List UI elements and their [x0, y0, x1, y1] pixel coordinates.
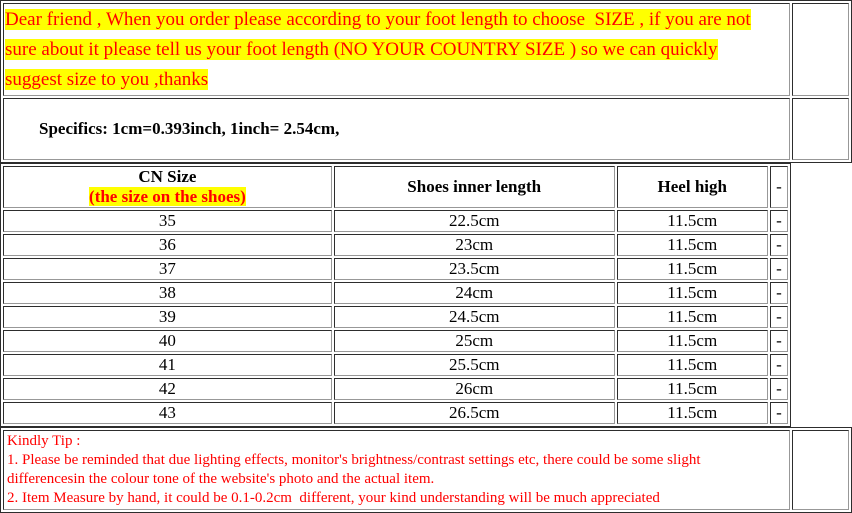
size-chart-row — [3, 402, 788, 424]
size-chart-cell-heel_high: 11.5cm — [617, 210, 768, 232]
size-chart-cell-cn_size: 37 — [3, 258, 332, 280]
kindly-tip-line-3: 2. Item Measure by hand, it could be 0.1-0.2cm different, your kind understanding will be much appreciated — [7, 490, 660, 506]
tip-row — [3, 430, 849, 510]
size-chart-cell-heel_high: 11.5cm — [617, 234, 768, 256]
empty-side-cell — [792, 430, 849, 510]
size-chart-cell-inner_length: 26cm — [334, 378, 615, 400]
kindly-tip-title: Kindly Tip : — [7, 433, 81, 449]
size-chart-cell-dash: - — [770, 306, 788, 328]
size-chart-row — [3, 210, 788, 232]
size-chart-cell-heel_high: 11.5cm — [617, 330, 768, 352]
size-chart-cell-heel_high: 11.5cm — [617, 402, 768, 424]
notice-line-1: Dear friend , When you order please according to your foot length to choose SIZE , if you are not — [5, 8, 751, 30]
size-chart-cell-dash: - — [770, 354, 788, 376]
cn-size-sublabel-wrap — [4, 187, 331, 207]
size-chart-body — [3, 210, 788, 424]
size-chart-header-inner-length: Shoes inner length — [334, 166, 615, 208]
specifics-cell — [3, 98, 790, 160]
size-chart-row — [3, 330, 788, 352]
size-chart-cell-cn_size: 40 — [3, 330, 332, 352]
notice-line-3: suggest size to you ,thanks — [5, 68, 209, 90]
notice-row — [3, 3, 849, 96]
size-chart-cell-dash: - — [770, 210, 788, 232]
size-chart-row — [3, 282, 788, 304]
size-chart-cell-inner_length: 25.5cm — [334, 354, 615, 376]
size-chart-cell-heel_high: 11.5cm — [617, 258, 768, 280]
size-chart-row — [3, 354, 788, 376]
cn-size-label: CN Size — [138, 167, 197, 186]
size-chart-cell-cn_size: 38 — [3, 282, 332, 304]
size-chart-cell-heel_high: 11.5cm — [617, 306, 768, 328]
kindly-tip-cell — [3, 430, 790, 510]
empty-side-cell — [792, 98, 849, 160]
size-chart-header-cn-size — [3, 166, 332, 208]
size-chart-cell-inner_length: 23cm — [334, 234, 615, 256]
specifics-text: Specifics: 1cm=0.393inch, 1inch= 2.54cm, — [39, 119, 340, 138]
size-chart-cell-inner_length: 24cm — [334, 282, 615, 304]
specifics-row — [3, 98, 849, 160]
size-chart-cell-inner_length: 25cm — [334, 330, 615, 352]
size-chart-cell-cn_size: 42 — [3, 378, 332, 400]
size-chart-header-row — [3, 166, 788, 208]
cn-size-sublabel: (the size on the shoes) — [89, 187, 246, 206]
notice-line-2: sure about it please tell us your foot length (NO YOUR COUNTRY SIZE ) so we can quickly — [5, 38, 718, 60]
size-chart-cell-cn_size: 35 — [3, 210, 332, 232]
size-chart-cell-dash: - — [770, 378, 788, 400]
size-chart-cell-heel_high: 11.5cm — [617, 378, 768, 400]
notice-table — [0, 0, 852, 163]
size-chart-cell-heel_high: 11.5cm — [617, 282, 768, 304]
size-chart-header-heel-high: Heel high — [617, 166, 768, 208]
size-chart-cell-inner_length: 22.5cm — [334, 210, 615, 232]
size-chart-cell-cn_size: 39 — [3, 306, 332, 328]
size-chart-table — [0, 163, 791, 427]
size-chart-cell-cn_size: 43 — [3, 402, 332, 424]
size-chart-cell-inner_length: 23.5cm — [334, 258, 615, 280]
size-chart-cell-cn_size: 36 — [3, 234, 332, 256]
notice-line — [5, 65, 788, 95]
size-chart-cell-dash: - — [770, 234, 788, 256]
size-chart-cell-dash: - — [770, 282, 788, 304]
kindly-tip-line-2: differencesin the colour tone of the website's photo and the actual item. — [7, 471, 435, 487]
size-chart-cell-cn_size: 41 — [3, 354, 332, 376]
size-chart-cell-inner_length: 26.5cm — [334, 402, 615, 424]
size-chart-cell-inner_length: 24.5cm — [334, 306, 615, 328]
size-chart-row — [3, 306, 788, 328]
empty-side-cell — [792, 3, 849, 96]
notice-line — [5, 5, 788, 35]
size-chart-cell-dash: - — [770, 258, 788, 280]
size-chart-cell-dash: - — [770, 330, 788, 352]
size-chart-row — [3, 378, 788, 400]
size-chart-cell-dash: - — [770, 402, 788, 424]
tip-table — [0, 427, 852, 513]
size-chart-row — [3, 258, 788, 280]
notice-cell — [3, 3, 790, 96]
notice-line — [5, 35, 788, 65]
size-chart-row — [3, 234, 788, 256]
size-chart-cell-heel_high: 11.5cm — [617, 354, 768, 376]
kindly-tip-line-1: 1. Please be reminded that due lighting effects, monitor's brightness/contrast settings etc, there could be some slight — [7, 452, 701, 468]
size-chart-header-dash: - — [770, 166, 788, 208]
